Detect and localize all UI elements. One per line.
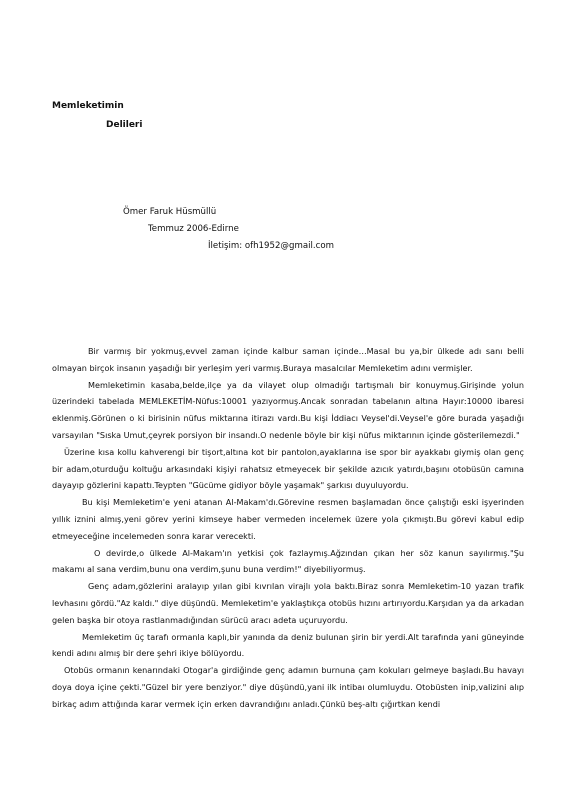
date-place: Temmuz 2006-Edirne xyxy=(148,224,239,234)
paragraph: Genç adam,gözlerini aralayıp yılan gibi kıvrılan virajlı yola baktı.Biraz sonra Memleketim-10 yazan trafik levhasını gördü."Az kaldı." diye düşündü. Memleketim'e yaklaştıkça otobüs hızını artırıyordu.Karşıdan ya da arkadan gelen başka bir otoya rastlanmadığından sürücü aracı adeta uçuruyordu. xyxy=(52,581,524,625)
title-line-1: Memleketimin xyxy=(52,101,124,111)
paragraph: Üzerine kısa kollu kahverengi bir tişort,altına kot bir pantolon,ayaklarına ise spor bir ayakkabı giymiş olan genç bir adam,oturduğu koltuğu arkasındaki kişiyi rahatsız etmeyecek bir şekilde azıcık yatırdı,başını otobüsün camına dayayıp gözlerini kapattı.Teypten "Gücüme gidiyor böyle yaşamak" şarkısı duyuluyordu. xyxy=(52,446,524,491)
title-line-2: Delileri xyxy=(106,120,143,130)
paragraph: Bir varmış bir yokmuş,evvel zaman içinde kalbur saman içinde…Masal bu ya,bir ülkede adı sanı belli olmayan birçok insanın yaşadığı bir yerleşim yeri varmış.Buraya masalcılar Memleketim adını vermişler. xyxy=(52,346,524,373)
paragraph: Otobüs ormanın kenarındaki Otogar'a girdiğinde genç adamın burnuna çam kokuları gelmeye başladı.Bu havayı doya doya içine çekti."Güzel bir yere benziyor." diye düşündü,yani ilk intibaı olumluydu. Otobüsten inip,valizini alıp birkaç adım attığında karar vermek için erken davrandığını anladı.Çünkü beş-altı çığırtkan kendi xyxy=(52,665,524,709)
contact-info: İletişim: ofh1952@gmail.com xyxy=(208,241,334,251)
author-name: Ömer Faruk Hüsmüllü xyxy=(123,207,217,217)
paragraph: Memleketimin kasaba,belde,ilçe ya da vilayet olup olmadığı tartışmalı bir konuymuş.Girişinde yolun üzerindeki tabelada MEMLEKETİM-Nüfus:10001 yazıyormuş.Ancak sonradan tabelanın altına Hayır:10000 ibaresi eklenmiş.Görünen o ki birisinin nüfus miktarına itirazı vardı.Bu kişi İddiacı Veysel'di.Veysel'e göre burada yaşadığı varsayılan "Sıska Umut,çeyrek porsiyon bir insandı.O nedenle böyle bir kişi nüfus miktarının içinde gösterilemezdi." xyxy=(52,379,524,440)
paragraph: O devirde,o ülkede Al-Makam'ın yetkisi çok fazlaymış.Ağzından çıkan her söz kanun sayılırmış."Şu makamı al sana verdim,bunu ona verdim,şunu buna verdim!" diyebiliyormuş. xyxy=(52,547,524,575)
story-body xyxy=(52,343,524,713)
paragraph: Bu kişi Memleketim'e yeni atanan Al-Makam'dı.Görevine resmen başlamadan önce çalıştığı eski işyerinden yıllık iznini almış,yeni görev yerini kimseye haber vermeden incelemek üzere yola çıkmıştı.Bu görevi kabul edip etmeyeceğine incelemeden sonra karar verecekti. xyxy=(52,497,524,541)
paragraph: Memleketim üç tarafı ormanla kaplı,bir yanında da deniz bulunan şirin bir yerdi.Alt tarafında yani güneyinde kendi adını almış bir dere şehri ikiye bölüyordu. xyxy=(52,631,524,659)
